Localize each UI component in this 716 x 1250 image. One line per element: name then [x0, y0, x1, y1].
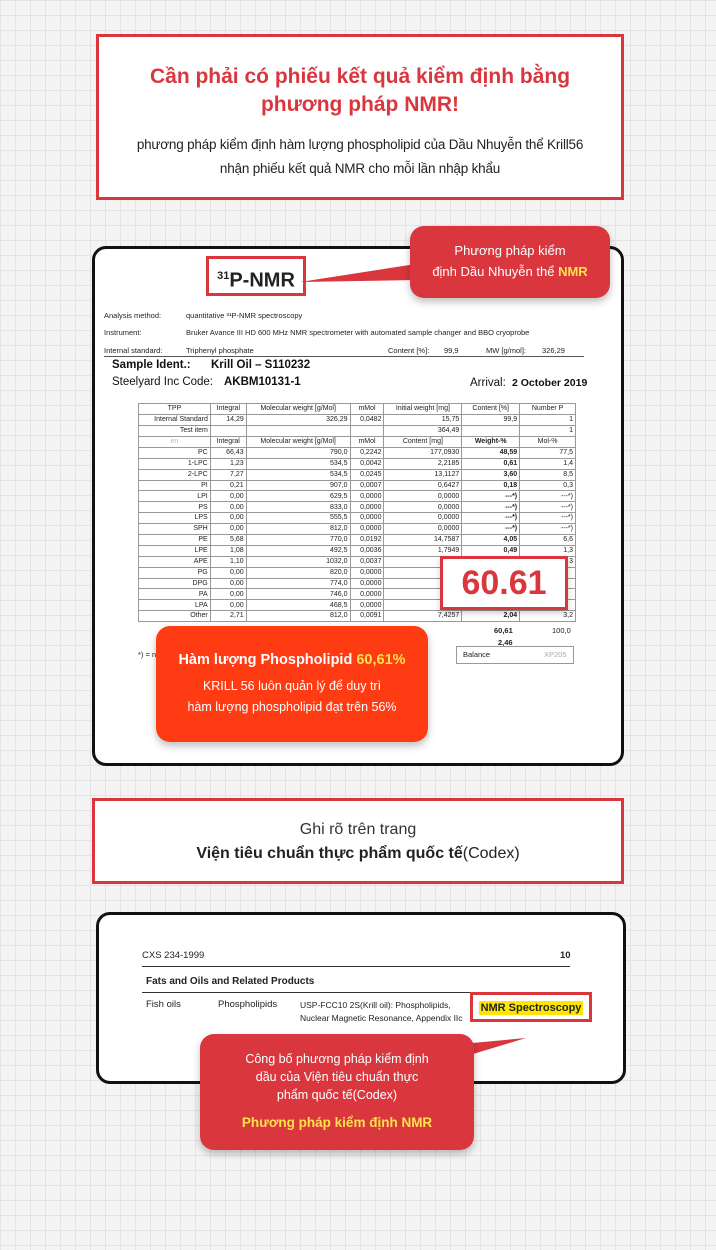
phospholipid-table-cell: 0,0091 — [350, 611, 384, 622]
phospholipid-table-cell: 0,00 — [210, 491, 246, 502]
phospholipid-table-cell: 0,0000 — [384, 491, 462, 502]
phospholipid-table-cell: 0,0007 — [350, 480, 384, 491]
phospholipid-table-cell: 2,71 — [210, 611, 246, 622]
analysis-method-value: quantitative ³¹P-NMR spectroscopy — [186, 311, 303, 320]
phospholipid-table-cell: 13,1127 — [384, 469, 462, 480]
phospholipid-table-cell: LPA — [139, 600, 211, 611]
header-subtitle: phương pháp kiểm định hàm lượng phospholipid của Dầu Nhuyễn thể Krill56 nhận phiếu kết quả NMR cho mỗi lần nhập khẩu — [136, 137, 584, 176]
phospholipid-table-cell: 48,59 — [462, 447, 520, 458]
phospholipid-table-cell: 534,5 — [246, 469, 350, 480]
phospholipid-table-cell: 8,5 — [520, 469, 576, 480]
phospholipid-table-cell: PS — [139, 502, 211, 513]
nmr-spectroscopy-highlight — [470, 992, 592, 1022]
phospholipid-table-cell: 0,00 — [210, 524, 246, 535]
codex-callout-highlight: Phương pháp kiểm định NMR — [241, 1115, 433, 1130]
sample-ident-label: Sample Ident.: — [112, 359, 191, 371]
phospholipid-callout-title: Hàm lượng Phospholipid — [178, 652, 357, 668]
phospholipid-table-cell: 0,0192 — [350, 535, 384, 546]
phospholipid-table-row — [139, 535, 576, 546]
client-code-label: Steelyard Inc Code: — [112, 376, 214, 388]
standard-table-cell: 1 — [520, 425, 576, 436]
standard-table-cell: 364,49 — [384, 425, 462, 436]
phospholipid-table-cell: 7,27 — [210, 469, 246, 480]
standard-table-header-cell: TPP — [139, 404, 211, 415]
standard-table-header-cell: Content [%] — [462, 404, 520, 415]
phospholipid-table-cell: 0,00 — [210, 513, 246, 524]
phospholipid-callout-line2: hàm lượng phospholipid đạt trên 56% — [187, 700, 397, 714]
phospholipid-table-cell: ---*) — [520, 513, 576, 524]
phospholipid-table-cell: 0,00 — [210, 578, 246, 589]
header-title: Cần phải có phiếu kết quả kiểm định bằng phương pháp NMR! — [149, 65, 571, 116]
phospholipid-table-cell: 4,05 — [462, 535, 520, 546]
sample-ident-value: Krill Oil – S110232 — [211, 359, 311, 371]
callout-pointer-1 — [300, 260, 420, 290]
instrument-value: Bruker Avance III HD 600 MHz NMR spectrometer with automated sample changer and BBO cryoprobe — [186, 328, 530, 337]
standard-table-header-cell: Integral — [210, 404, 246, 415]
phospholipid-table-cell: 833,0 — [246, 502, 350, 513]
phospholipid-callout-value: 60,61% — [356, 652, 406, 668]
phospholipid-table-cell: 1-LPC — [139, 458, 211, 469]
phospholipid-table-cell: 774,0 — [246, 578, 350, 589]
phospholipid-table-cell: 0,0000 — [350, 589, 384, 600]
phospholipid-table-cell: 0,00 — [210, 600, 246, 611]
phospholipid-table-row — [139, 480, 576, 491]
phospholipid-value-highlight: 60.61 — [440, 556, 568, 610]
phospholipid-table-row — [139, 611, 576, 622]
method-callout-line2: định Dầu Nhuyễn thể — [432, 264, 559, 279]
phospholipid-table-cell: 0,00 — [210, 567, 246, 578]
phospholipid-table-cell: PG — [139, 567, 211, 578]
phospholipid-table-header-row — [139, 437, 576, 448]
standard-table-cell: 326,29 — [246, 414, 350, 425]
mw-value: 326,29 — [542, 346, 565, 355]
phospholipid-table-cell: 907,0 — [246, 480, 350, 491]
phospholipid-table-cell: 0,2242 — [350, 447, 384, 458]
standard-table-cell: 14,29 — [210, 414, 246, 425]
arrival-value: 2 October 2019 — [512, 377, 588, 389]
phospholipid-table-cell: 0,0000 — [384, 502, 462, 513]
standard-table-row — [139, 414, 576, 425]
phospholipid-table-header-cell: Mol-% — [520, 437, 576, 448]
codex-doc-section: Fats and Oils and Related Products — [146, 976, 315, 987]
content-label: Content [%]: — [388, 346, 430, 355]
internal-standard-value: Triphenyl phosphate — [186, 346, 254, 355]
codex-doc-code: CXS 234-1999 — [142, 950, 205, 961]
method-callout — [410, 226, 610, 298]
phospholipid-table-cell: SPH — [139, 524, 211, 535]
header-box — [96, 34, 624, 200]
phospholipid-table-cell: 0,0000 — [350, 600, 384, 611]
phospholipid-table-cell: 77,5 — [520, 447, 576, 458]
standard-table-header-cell: mMol — [350, 404, 384, 415]
standard-table-cell — [246, 425, 350, 436]
phospholipid-table-cell: 3,2 — [520, 611, 576, 622]
internal-standard-table — [138, 403, 576, 437]
remainder-value: 2,46 — [498, 638, 513, 647]
standard-table-cell: 0,0482 — [350, 414, 384, 425]
phospholipid-table-cell: 0,0000 — [384, 524, 462, 535]
phospholipid-table-cell: 177,0930 — [384, 447, 462, 458]
analysis-method-label: Analysis method: — [104, 311, 162, 320]
phospholipid-table-cell: 0,0000 — [350, 578, 384, 589]
phospholipid-table-cell: ---*) — [462, 513, 520, 524]
phospholipid-table-cell: 0,21 — [210, 480, 246, 491]
phospholipid-table-cell: ---*) — [520, 502, 576, 513]
phospholipid-table-cell: 3,60 — [462, 469, 520, 480]
phospholipid-table-header-cell: Weight-% — [462, 437, 520, 448]
phospholipid-table-header-cell: mMol — [350, 437, 384, 448]
phospholipid-table-cell: DPG — [139, 578, 211, 589]
phospholipid-table-header-cell: Integral — [210, 437, 246, 448]
phospholipid-table-cell: 1,3 — [520, 545, 576, 556]
phospholipid-table-cell: 7,4257 — [384, 611, 462, 622]
phospholipid-table-cell: 0,0000 — [350, 491, 384, 502]
phospholipid-table-cell: 0,0036 — [350, 545, 384, 556]
standard-table-header-cell: Molecular weight [g/Mol] — [246, 404, 350, 415]
codex-callout-line3: phẩm quốc tế(Codex) — [276, 1088, 398, 1102]
standard-table-cell: Test item — [139, 425, 211, 436]
phospholipid-table-cell: 790,0 — [246, 447, 350, 458]
phospholipid-table-cell: 1,7949 — [384, 545, 462, 556]
standard-table-header-row — [139, 404, 576, 415]
standard-table-header-cell: Initial weight [mg] — [384, 404, 462, 415]
phospholipid-table-cell: 492,5 — [246, 545, 350, 556]
phospholipid-table-cell: 812,0 — [246, 524, 350, 535]
mw-label: MW [g/mol]: — [486, 346, 527, 355]
codex-doc-rule-1 — [142, 966, 570, 967]
nmr-title-sup: 31 — [217, 270, 230, 282]
phospholipid-table-cell: 1,23 — [210, 458, 246, 469]
phospholipid-callout-line1: KRILL 56 luôn quản lý để duy trì — [202, 679, 382, 693]
phospholipid-table-row — [139, 491, 576, 502]
phospholipid-table-cell: 0,0245 — [350, 469, 384, 480]
phospholipid-table-cell: 0,18 — [462, 480, 520, 491]
instrument-label: Instrument: — [104, 328, 142, 337]
phospholipid-table-row — [139, 447, 576, 458]
codex-header-bold: Viện tiêu chuẩn thực phẩm quốc tế — [196, 845, 463, 862]
phospholipid-table-cell: 5,68 — [210, 535, 246, 546]
phospholipid-table-cell: LPS — [139, 513, 211, 524]
codex-header-line1: Ghi rõ trên trang — [299, 821, 417, 838]
phospholipid-table-cell: ---*) — [462, 524, 520, 535]
phospholipid-table-cell: 2,2185 — [384, 458, 462, 469]
meta-divider — [104, 356, 584, 357]
phospholipid-table-header-cell: Molecular weight [g/Mol] — [246, 437, 350, 448]
phospholipid-table-cell: 1032,0 — [246, 556, 350, 567]
total-weight: 60,61 — [494, 626, 513, 635]
codex-callout-line1: Công bố phương pháp kiểm định — [245, 1052, 429, 1066]
phospholipid-callout — [156, 626, 428, 742]
standard-table-cell: 1 — [520, 414, 576, 425]
codex-doc-col2: Phospholipids — [218, 999, 278, 1010]
phospholipid-table-cell: PC — [139, 447, 211, 458]
phospholipid-table-row — [139, 458, 576, 469]
footnote: *) = n — [138, 650, 157, 659]
phospholipid-table-cell: 0,0042 — [350, 458, 384, 469]
codex-doc-col3-line2: Nuclear Magnetic Resonance, Appendix IIc — [300, 1013, 463, 1023]
phospholipid-table-header-cell: Content [mg] — [384, 437, 462, 448]
phospholipid-table-cell: 812,0 — [246, 611, 350, 622]
phospholipid-table-row — [139, 469, 576, 480]
phospholipid-table-row — [139, 545, 576, 556]
phospholipid-table-cell: ---*) — [462, 502, 520, 513]
phospholipid-table-cell: 746,0 — [246, 589, 350, 600]
phospholipid-table-cell: 820,0 — [246, 567, 350, 578]
codex-header-box — [92, 798, 624, 884]
standard-table-cell — [210, 425, 246, 436]
client-code-value: AKBM10131-1 — [224, 376, 301, 388]
standard-table-cell: 99,9 — [462, 414, 520, 425]
phospholipid-table-cell: PI — [139, 480, 211, 491]
codex-doc-page: 10 — [560, 950, 571, 961]
phospholipid-table-cell: 66,43 — [210, 447, 246, 458]
phospholipid-table-cell: LPE — [139, 545, 211, 556]
phospholipid-table-cell: 0,0000 — [350, 502, 384, 513]
phospholipid-table-cell: 0,6427 — [384, 480, 462, 491]
phospholipid-table-cell: 0,61 — [462, 458, 520, 469]
nmr-title-box — [206, 256, 306, 296]
phospholipid-table-cell: 555,5 — [246, 513, 350, 524]
phospholipid-table-cell: 14,7587 — [384, 535, 462, 546]
content-value: 99,9 — [444, 346, 459, 355]
phospholipid-table-cell: 0,0000 — [350, 524, 384, 535]
phospholipid-table-cell: 0,00 — [210, 589, 246, 600]
phospholipid-table-cell: 0,0037 — [350, 556, 384, 567]
codex-header-normal: (Codex) — [462, 845, 520, 862]
phospholipid-table-cell: APE — [139, 556, 211, 567]
internal-standard-label: Internal standard: — [104, 346, 163, 355]
phospholipid-table-cell: 0,0000 — [350, 567, 384, 578]
phospholipid-table-cell: 0,3 — [520, 480, 576, 491]
phospholipid-table-cell: 3 — [520, 556, 576, 567]
standard-table-header-cell: Number P — [520, 404, 576, 415]
codex-callout-line2: dầu của Viện tiêu chuẩn thực — [255, 1070, 419, 1084]
arrival-label: Arrival: — [470, 377, 506, 389]
phospholipid-table-cell: 2-LPC — [139, 469, 211, 480]
nmr-spectroscopy-text: NMR Spectroscopy — [480, 1002, 582, 1014]
phospholipid-table-cell: ---*) — [520, 491, 576, 502]
phospholipid-table-cell: 1,08 — [210, 545, 246, 556]
phospholipid-table-cell: 770,0 — [246, 535, 350, 546]
phospholipid-table-cell: 534,5 — [246, 458, 350, 469]
phospholipid-table-cell: 468,5 — [246, 600, 350, 611]
balance-code: XP205 — [544, 650, 567, 659]
standard-table-cell: Internal Standard — [139, 414, 211, 425]
phospholipid-table-cell: Other — [139, 611, 211, 622]
standard-table-cell — [462, 425, 520, 436]
phospholipid-table-cell: 0,00 — [210, 502, 246, 513]
standard-table-cell: 15,75 — [384, 414, 462, 425]
phospholipid-table-cell: ---*) — [520, 524, 576, 535]
standard-table-row — [139, 425, 576, 436]
phospholipid-table-row — [139, 513, 576, 524]
total-mol: 100,0 — [552, 626, 571, 635]
phospholipid-table-cell: 0,0000 — [350, 513, 384, 524]
phospholipid-table-row — [139, 502, 576, 513]
phospholipid-table-cell: LPI — [139, 491, 211, 502]
codex-doc-col3-line1: USP-FCC10 2S(Krill oil): Phospholipids, — [300, 1000, 451, 1010]
codex-doc-col1: Fish oils — [146, 999, 181, 1010]
phospholipid-table-cell: PA — [139, 589, 211, 600]
codex-callout — [200, 1034, 474, 1150]
phospholipid-table-cell: 0,49 — [462, 545, 520, 556]
method-callout-line1: Phương pháp kiểm — [454, 243, 566, 258]
nmr-title-text: P-NMR — [229, 269, 295, 292]
phospholipid-table-cell: 1,4 — [520, 458, 576, 469]
phospholipid-table-cell: 6,6 — [520, 535, 576, 546]
phospholipid-table-cell: PE — [139, 535, 211, 546]
phospholipid-table-cell: ---*) — [462, 491, 520, 502]
phospholipid-table-cell: 0,0000 — [384, 513, 462, 524]
phospholipid-table-cell: 1,10 — [210, 556, 246, 567]
phospholipid-table-cell: 2,04 — [462, 611, 520, 622]
phospholipid-table-cell: 629,5 — [246, 491, 350, 502]
balance-label: Balance — [463, 650, 491, 659]
method-callout-highlight: NMR — [558, 264, 588, 279]
phospholipid-table-header-cell: en — [139, 437, 211, 448]
phospholipid-table-row — [139, 524, 576, 535]
standard-table-cell — [350, 425, 384, 436]
